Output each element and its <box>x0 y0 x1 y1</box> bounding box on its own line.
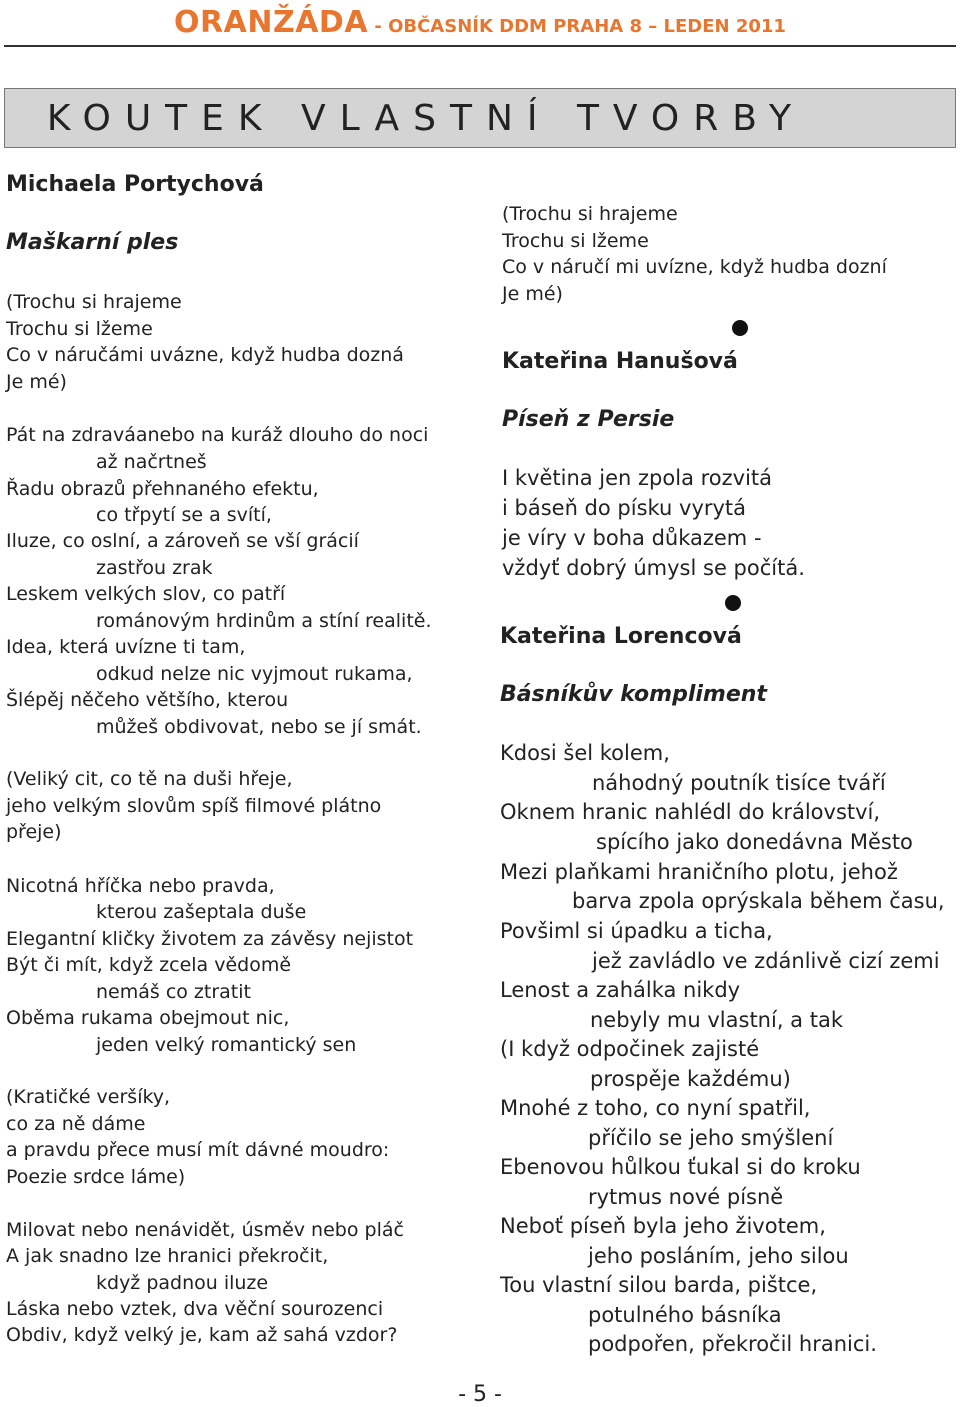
poem-line: kterou zašeptala duše <box>96 901 307 923</box>
poem-line: přeje) <box>6 821 62 843</box>
poem-line: můžeš obdivovat, nebo se jí smát. <box>96 716 422 738</box>
poem-line: Milovat nebo nenávidět, úsměv nebo pláč <box>6 1219 404 1241</box>
poem-line: Oknem hranic nahlédl do království, <box>500 800 881 824</box>
poem-line: Pát na zdraváanebo na kuráž dlouho do noci <box>6 424 429 446</box>
poem-author: Kateřina Hanušová <box>502 349 738 374</box>
poem-line: potulného básníka <box>588 1303 782 1327</box>
poem-line: románovým hrdinům a stíní realitě. <box>96 610 432 632</box>
poem-line: i báseň do písku vyrytá <box>502 496 747 520</box>
poem-author: Kateřina Lorencová <box>500 624 742 649</box>
newsletter-subtitle: OBČASNÍK DDM PRAHA 8 – LEDEN 2011 <box>388 16 786 37</box>
poem-line: jeden velký romantický sen <box>96 1034 357 1056</box>
poem-line: jeho posláním, jeho silou <box>588 1244 849 1268</box>
poem-line: co za ně dáme <box>6 1113 146 1135</box>
poem-line: Trochu si lžeme <box>6 318 153 340</box>
poem-line: co třpytí se a svítí, <box>96 504 272 526</box>
poem-line: Řadu obrazů přehnaného efektu, <box>6 478 319 500</box>
bullet-separator-icon <box>725 595 741 611</box>
poem-line: Povšiml si úpadku a ticha, <box>500 919 773 943</box>
newsletter-header <box>0 0 960 46</box>
poem-line: rytmus nové písně <box>588 1185 784 1209</box>
poem-line: Nicotná hříčka nebo pravda, <box>6 875 275 897</box>
poem-line: podpořen, překročil hranici. <box>588 1332 877 1356</box>
poem-line: příčilo se jeho smýšlení <box>588 1126 834 1150</box>
section-title: KOUTEK VLASTNÍ TVORBY <box>46 98 805 139</box>
poem-line: Co v náručámi uvázne, když hudba dozná <box>6 344 404 366</box>
poem-line: jeho velkým slovům spíš filmové plátno <box>6 795 382 817</box>
poem-line: Obdiv, když velký je, kam až sahá vzdor? <box>6 1324 398 1346</box>
poem-line: spícího jako donedávna Město <box>596 830 913 854</box>
poem-line: Je mé) <box>6 371 67 393</box>
poem-line: I květina jen zpola rozvitá <box>502 466 773 490</box>
section-banner <box>4 88 956 148</box>
poem-line: Lenost a zahálka nikdy <box>500 978 741 1002</box>
poem-line: Kdosi šel kolem, <box>500 741 670 765</box>
poem-title: Píseň z Persie <box>502 407 675 432</box>
poem-line: Ebenovou hůlkou ťukal si do kroku <box>500 1155 861 1179</box>
poem-line: když padnou iluze <box>96 1272 269 1294</box>
intro-line: (Trochu si hrajeme <box>502 203 678 225</box>
poem-line: zastřou zrak <box>96 557 213 579</box>
intro-line: Trochu si lžeme <box>502 230 649 252</box>
poem-title: Básníkův kompliment <box>500 682 767 707</box>
header-divider <box>4 45 956 47</box>
newsletter-brand: ORANŽÁDA <box>174 5 369 40</box>
poem-line: Leskem velkých slov, co patří <box>6 583 286 605</box>
poem-line: nemáš co ztratit <box>96 981 251 1003</box>
poem-line: Mnohé z toho, co nyní spatřil, <box>500 1096 811 1120</box>
poem-line: vždyť dobrý úmysl se počítá. <box>502 556 805 580</box>
poem-line: Iluze, co oslní, a zároveň se vší grácií <box>6 530 359 552</box>
poem-author: Michaela Portychová <box>6 172 264 197</box>
poem-line: (Veliký cit, co tě na duši hřeje, <box>6 768 293 790</box>
poem-line: barva zpola oprýskala během času, <box>572 889 945 913</box>
poem-line: A jak snadno lze hranici překročit, <box>6 1245 329 1267</box>
page-number: - 5 - <box>458 1382 502 1407</box>
poem-line: nebyly mu vlastní, a tak <box>590 1008 843 1032</box>
poem-line: odkud nelze nic vyjmout rukama, <box>96 663 413 685</box>
header-separator: - <box>368 16 389 37</box>
poem-line: Mezi plaňkami hraničního plotu, jehož <box>500 860 898 884</box>
intro-line: Je mé) <box>502 283 563 305</box>
poem-line: náhodný poutník tisíce tváří <box>592 771 886 795</box>
poem-line: jež zavládlo ve zdánlivě cizí zemi <box>592 949 940 973</box>
poem-line: Idea, která uvízne ti tam, <box>6 636 246 658</box>
poem-line: až načrtneš <box>96 451 207 473</box>
poem-line: (Trochu si hrajeme <box>6 291 182 313</box>
poem-line: Oběma rukama obejmout nic, <box>6 1007 290 1029</box>
poem-line: Tou vlastní silou barda, pištce, <box>500 1273 818 1297</box>
poem-line: Šlépěj něčeho většího, kterou <box>6 689 289 711</box>
poem-line: a pravdu přece musí mít dávné moudro: <box>6 1139 390 1161</box>
poem-line: Neboť píseň byla jeho životem, <box>500 1214 826 1238</box>
poem-line: (Kratičké veršíky, <box>6 1086 171 1108</box>
poem-line: prospěje každému) <box>590 1067 791 1091</box>
poem-line: Elegantní kličky životem za závěsy nejistot <box>6 928 414 950</box>
poem-title: Maškarní ples <box>6 230 179 255</box>
intro-line: Co v náručí mi uvízne, když hudba dozní <box>502 256 887 278</box>
bullet-separator-icon <box>732 320 748 336</box>
poem-line: Láska nebo vztek, dva věční sourozenci <box>6 1298 384 1320</box>
poem-line: Poezie srdce láme) <box>6 1166 186 1188</box>
poem-line: Být či mít, když zcela vědomě <box>6 954 292 976</box>
poem-line: je víry v boha důkazem - <box>502 526 762 550</box>
poem-line: (I když odpočinek zajisté <box>500 1037 760 1061</box>
